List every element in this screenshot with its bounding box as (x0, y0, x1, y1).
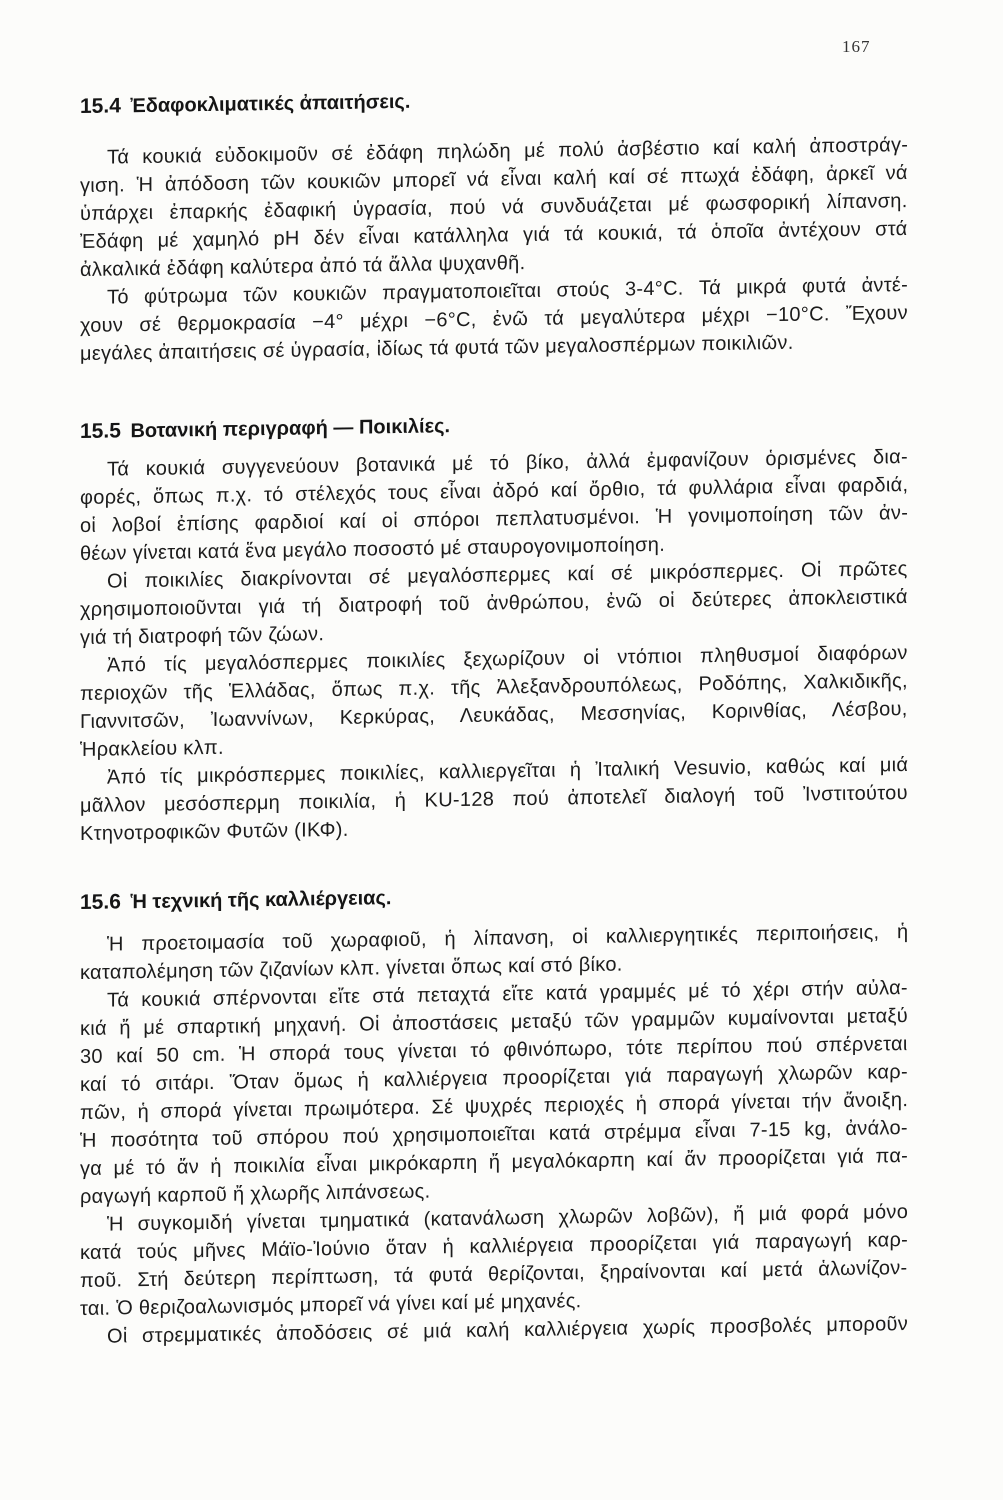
text-line: κιά ἤ μέ σπαρτική μηχανή. Οἱ ἀποστάσεις μεταξύ τῶν γραμμῶν κυμαίνονται μεταξύ (80, 1004, 909, 1040)
text-line: χουν σέ θερμοκρασία −4° μέχρι −6°C, ἐνῶ τά μεγαλύτερα μέχρι −10°C. Ἔχουν (80, 301, 908, 337)
paragraph (80, 555, 908, 652)
text-line: οἱ λοβοί ἐπίσης φαρδιοί καί οἱ σπόροι πεπλατυσμένοι. Ἡ γονιμοποίηση τῶν ἀν- (80, 501, 909, 537)
paragraph (80, 131, 908, 284)
text-line: χρησιμοποιοῦνται γιά τή διατροφή τοῦ ἀνθρώπου, ἐνῶ οἱ δεύτερες ἀποκλειστικά (80, 585, 908, 621)
text-line: πῶν, ἡ σπορά γίνεται πρωιμότερα. Σέ ψυχρές περιοχές ἡ σπορά γίνεται τήν ἄνοιξη. (80, 1088, 909, 1124)
text-line: Ἡ συγκομιδή γίνεται τμηματικά (κατανάλωση χλωρῶν λοβῶν), ἤ μιά φορά μόνο (107, 1200, 909, 1236)
text-line: θέων γίνεται κατά ἕνα μεγάλο ποσοστό μέ σταυρογονιμοποίηση. (80, 533, 666, 565)
text-line: ραγωγή καρποῦ ἤ χλωρῆς λιπάνσεως. (80, 1180, 431, 1208)
text-line: κατά τούς μῆνες Μάϊο-Ἰούνιο ὅταν ἡ καλλιέργεια προορίζεται γιά παραγωγή καρ- (80, 1228, 909, 1264)
text-line: Τά κουκιά συγγενεύουν βοτανικά μέ τό βίκο, ἀλλά ἐμφανίζουν ὁρισμένες δια- (107, 445, 908, 481)
text-line: μᾶλλον μεσόσπερμη ποικιλία, ἡ KU-128 πού ἀποτελεῖ διαλογή τοῦ Ἰνστιτούτου (80, 781, 908, 817)
text-line: Οἱ στρεμματικές ἀποδόσεις σέ μιά καλή καλλιέργεια χωρίς προσβολές μποροῦν (107, 1312, 909, 1348)
paragraph (80, 443, 908, 568)
text-line: Ἀπό τίς μικρόσπερμες ποικιλίες, καλλιεργεῖται ἡ Ἰταλική Vesuvio, καθώς καί μιά (107, 753, 909, 789)
section-heading (80, 876, 908, 917)
text-line: περιοχῶν τῆς Ἑλλάδας, ὅπως π.χ. τῆς Ἀλεξανδρουπόλεως, Ροδόπης, Χαλκιδικῆς, (80, 669, 908, 705)
section-number: 15.4 (80, 94, 121, 118)
text-line: ται. Ὁ θεριζοαλωνισμός μπορεῖ νά γίνει καί μέ μηχανές. (80, 1290, 582, 1320)
text-line: φορές, ὅπως π.χ. τό στέλεχός τους εἶναι ἀδρό καί ὄρθιο, τά φυλλάρια εἶναι φαρδιά, (80, 473, 909, 509)
text-line: Ἡ προετοιμασία τοῦ χωραφιοῦ, ἡ λίπανση, οἱ καλλιεργητικές περιποιήσεις, ἡ (107, 920, 909, 956)
text-line: καταπολέμηση τῶν ζιζανίων κλπ. γίνεται ὅπως καί στό βίκο. (80, 953, 623, 984)
text-line: 30 καί 50 cm. Ἡ σπορά τους γίνεται τό φθινόπωρο, τότε περίπου πού σπέρνεται (80, 1032, 908, 1068)
section-title: Ἐδαφοκλιματικές ἀπαιτήσεις. (130, 90, 411, 118)
paragraph (80, 1198, 908, 1323)
paragraph (80, 751, 908, 848)
text-line: ὑπάρχει ἐπαρκής ἐδαφική ὑγρασία, πού νά συνδυάζεται μέ φωσφορική λίπανση. (80, 189, 908, 225)
section-number: 15.5 (80, 419, 121, 443)
section-15-4 (80, 80, 908, 368)
page-number: 167 (842, 37, 871, 56)
text-line: Γιαννιτσῶν, Ἰωαννίνων, Κερκύρας, Λευκάδας, Μεσσηνίας, Κορινθίας, Λέσβου, (80, 697, 908, 733)
text-line: Κτηνοτροφικῶν Φυτῶν (ΙΚΦ). (80, 818, 349, 845)
text-line: Οἱ ποικιλίες διακρίνονται σέ μεγαλόσπερμες καί σέ μικρόσπερμες. Οἱ πρῶτες (107, 557, 908, 593)
paragraph (80, 271, 908, 368)
section-title: Βοτανική περιγραφή — Ποικιλίες. (130, 415, 451, 443)
paragraph (80, 639, 908, 764)
text-line: Ἀπό τίς μεγαλόσπερμες ποικιλίες ξεχωρίζουν οἱ ντόπιοι πληθυσμοί διαφόρων (107, 641, 908, 677)
section-title: Ἡ τεχνική τῆς καλλιέργειας. (130, 887, 392, 914)
text-line: Ἡ ποσότητα τοῦ σπόρου πού χρησιμοποιεῖται κατά στρέμμα εἶναι 7-15 kg, ἀνάλο- (80, 1116, 908, 1152)
section-number: 15.6 (80, 890, 121, 914)
text-line: Τό φύτρωμα τῶν κουκιῶν πραγματοποιεῖται στούς 3-4°C. Τά μικρά φυτά ἀντέ- (107, 273, 909, 309)
text-line: Τά κουκιά εὐδοκιμοῦν σέ ἐδάφη πηλώδη μέ πολύ ἀσβέστιο καί καλή ἀποστράγ- (107, 133, 909, 169)
text-line: γιά τή διατροφή τῶν ζώων. (80, 623, 325, 649)
section-15-5 (80, 405, 908, 848)
text-line: γιση. Ἡ ἀπόδοση τῶν κουκιῶν μπορεῖ νά εἶναι καλή καί σέ πτωχά ἐδάφη, ἀρκεῖ νά (80, 161, 908, 197)
section-15-6 (80, 876, 908, 1351)
paragraph (80, 974, 908, 1211)
page-body (80, 80, 908, 1351)
text-line: μεγάλες ἀπαιτήσεις σέ ὑγρασία, ἰδίως τά φυτά τῶν μεγαλοσπέρμων ποικιλιῶν. (80, 331, 794, 365)
text-line: γα μέ τό ἄν ἡ ποικιλία εἶναι μικρόκαρπη ἤ μεγαλόκαρπη καί ἄν προορίζεται γιά πα- (80, 1144, 909, 1180)
text-line: Ἐδάφη μέ χαμηλό pH δέν εἶναι κατάλληλα γιά τά κουκιά, τά ὁποῖα ἀντέχουν στά (80, 217, 908, 253)
section-heading (80, 80, 908, 121)
text-line: Τά κουκιά σπέρνονται εἴτε στά πεταχτά εἴτε κατά γραμμές μέ τό χέρι στήν αὐλα- (107, 976, 908, 1012)
text-line: Ἡρακλείου κλπ. (80, 736, 224, 761)
text-line: ἀλκαλικά ἐδάφη καλύτερα ἀπό τά ἄλλα ψυχανθῆ. (80, 252, 526, 281)
text-line: καί τό σιτάρι. Ὅταν ὅμως ἡ καλλιέργεια προορίζεται γιά παραγωγή χλωρῶν καρ- (80, 1060, 908, 1096)
section-heading (80, 405, 908, 446)
text-line: ποῦ. Στή δεύτερη περίπτωση, τά φυτά θερίζονται, ξηραίνονται καί μετά ἁλωνίζον- (80, 1257, 908, 1292)
